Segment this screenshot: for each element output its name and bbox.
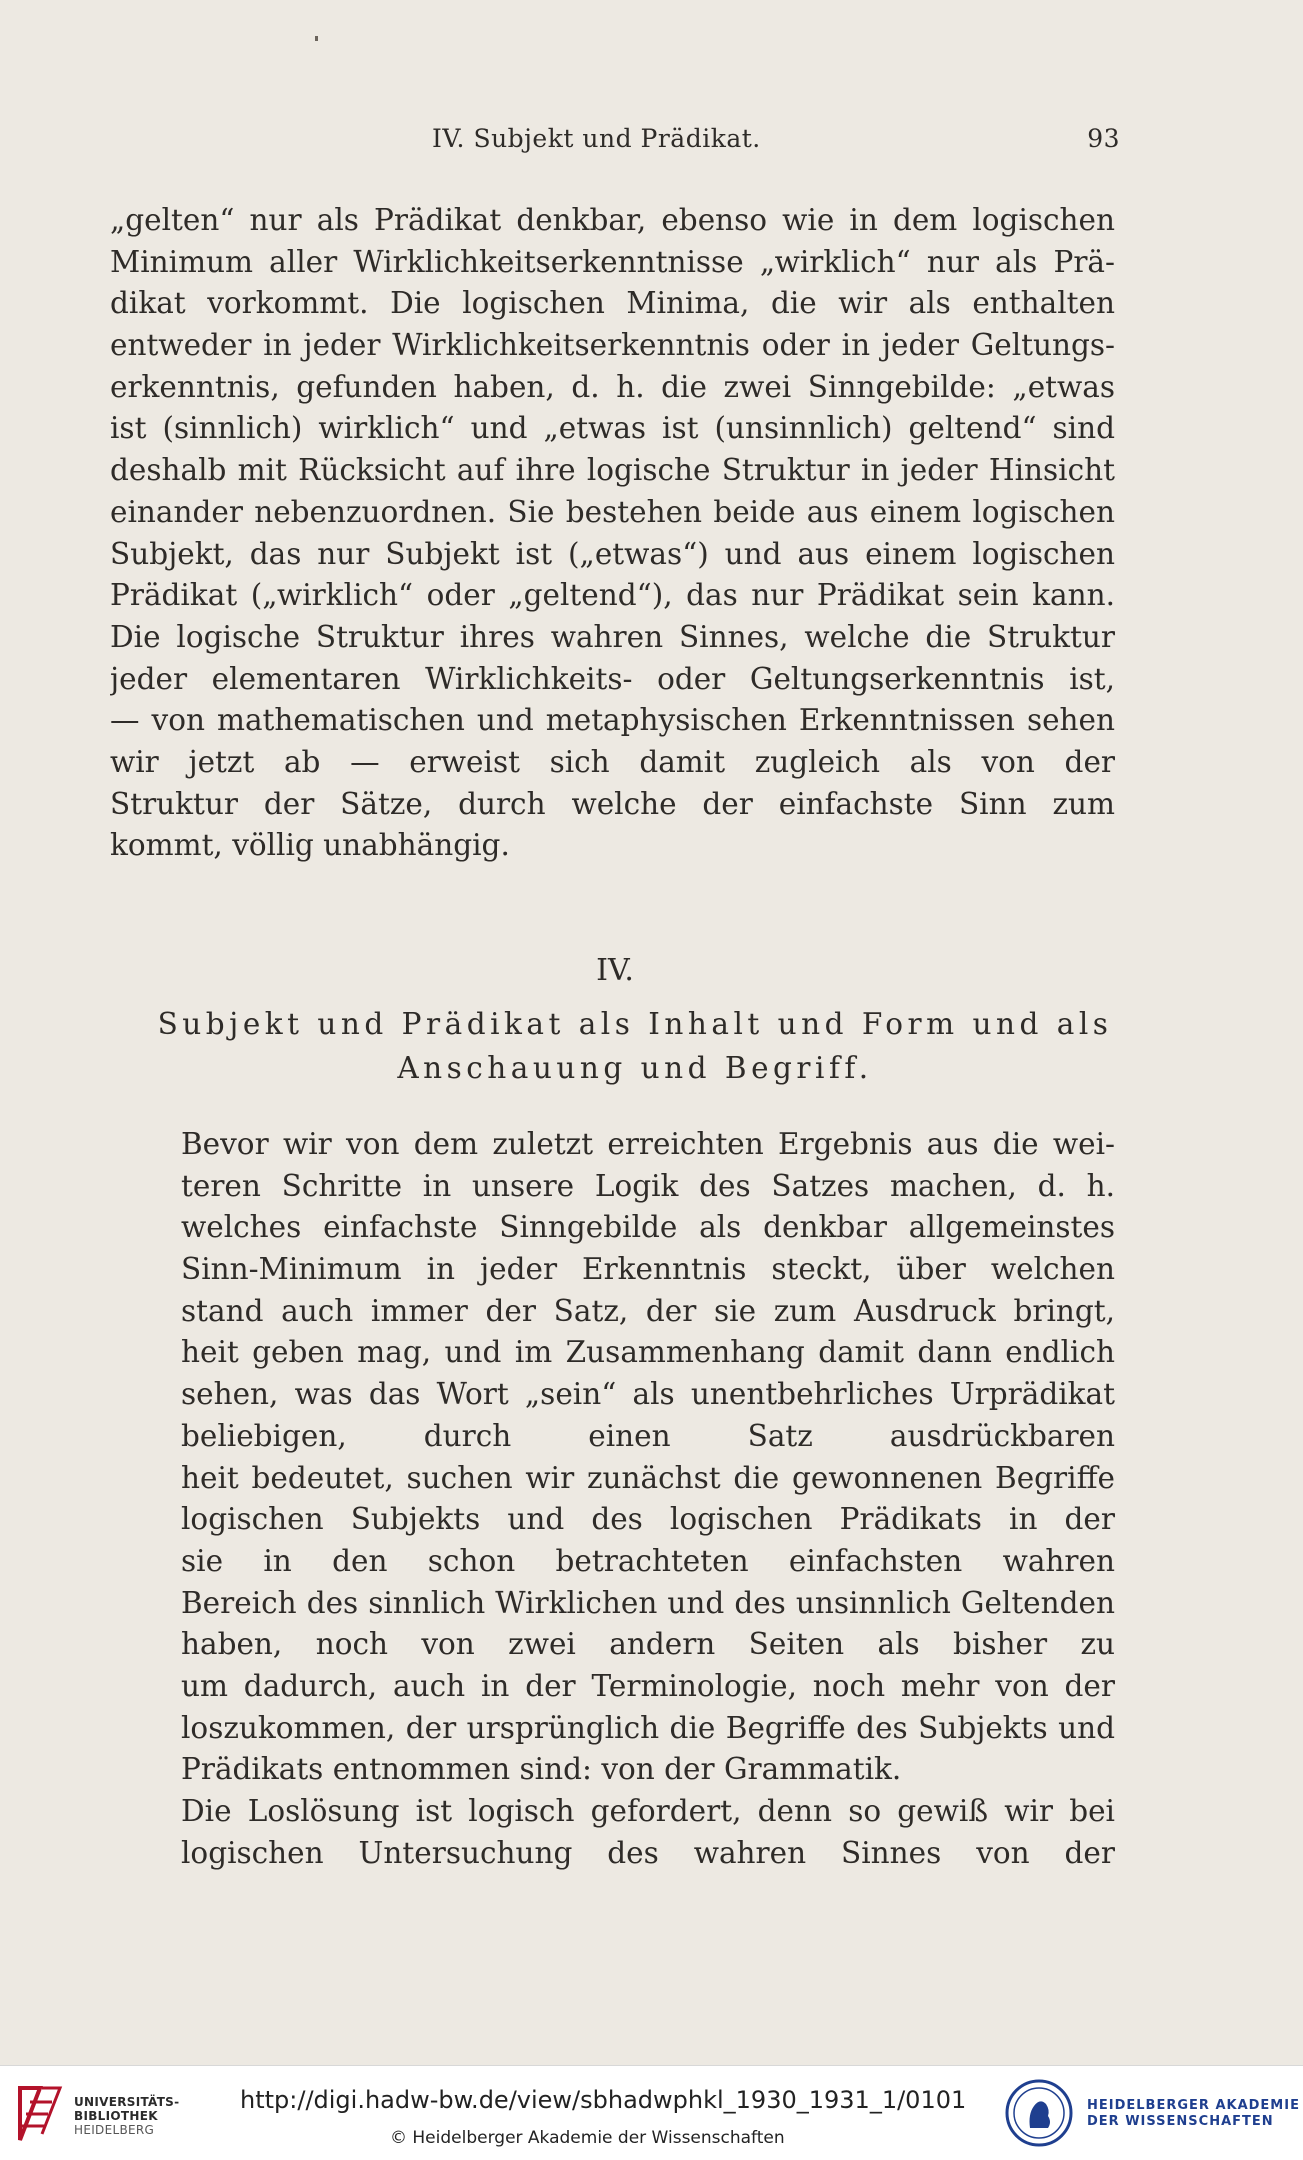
academy-seal-icon[interactable] [1004,2078,1074,2148]
paragraph [110,1791,1115,1874]
text-line: um dadurch, auch in der Terminologie, noch mehr von der [181,1668,1115,1703]
text-block-continued [110,200,1115,867]
university-library-name [74,2095,179,2137]
text-line: heit geben mag, und im Zusammenhang damit dann endlich [181,1335,1115,1370]
section-title [130,1002,1140,1090]
text-line: loszukommen, der ursprünglich die Begriffe des Subjekts und [181,1710,1115,1745]
page-number: 93 [1087,124,1120,153]
library-name-line: BIBLIOTHEK [74,2109,158,2123]
text-line-last: Prädikats entnommen sind: von der Grammatik. [181,1752,902,1787]
text-line: logischen Untersuchung des wahren Sinnes von der [181,1835,1115,1870]
text-block-section [110,1124,1115,1874]
text-line: haben, noch von zwei andern Seiten als bisher zu [181,1627,1115,1662]
text-line: Sinn-Minimum in jeder Erkenntnis steckt, über welchen [181,1252,1115,1287]
text-line: stand auch immer der Satz, der sie zum Ausdruck bringt, [181,1293,1115,1328]
text-line: Minimum aller Wirklichkeitserkenntnisse „wirklich“ nur als Prä- [110,244,1115,279]
text-line: wir jetzt ab — erweist sich damit zugleich als von der [110,744,1115,779]
text-line: — von mathematischen und metaphysischen Erkenntnissen sehen [110,703,1115,738]
text-line: Bereich des sinnlich Wirklichen und des unsinnlich Geltenden [181,1585,1115,1620]
university-library-logo[interactable] [12,2084,68,2144]
section-title-line: Subjekt und Prädikat als Inhalt und Form und als [157,1007,1113,1041]
text-line: Struktur der Sätze, durch welche der einfachste Sinn zum [110,786,1115,821]
text-line: sie in den schon betrachteten einfachsten wahren [181,1543,1115,1578]
text-line: „gelten“ nur als Prädikat denkbar, ebenso wie in dem logischen [110,203,1115,237]
speck-mark [315,36,318,41]
text-line: Bevor wir von dem zuletzt erreichten Ergebnis aus die wei- [181,1127,1115,1161]
paragraph-continued [110,200,1115,867]
text-line: deshalb mit Rücksicht auf ihre logische Struktur in jeder Hinsicht [110,453,1115,488]
academy-name-line: HEIDELBERGER AKADEMIE [1087,2098,1300,2113]
academy-name [1087,2098,1300,2130]
text-line: teren Schritte in unsere Logik des Satzes machen, d. h. [181,1168,1115,1203]
section-title-line: Anschauung und Begriff. [397,1051,873,1085]
copyright-notice: © Heidelberger Akademie der Wissenschaften [390,2128,785,2148]
text-line: Die Loslösung ist logisch gefordert, denn so gewiß wir bei [181,1794,1115,1828]
text-line: dikat vorkommt. Die logischen Minima, die wir als enthalten [110,286,1115,321]
text-line: erkenntnis, gefunden haben, d. h. die zwei Sinngebilde: „etwas [110,369,1115,404]
paragraph [110,1124,1115,1791]
text-line: einander nebenzuordnen. Sie bestehen beide aus einem logischen [110,494,1115,529]
running-head [110,124,1120,160]
text-line: ist (sinnlich) wirklich“ und „etwas ist (unsinnlich) geltend“ sind [110,411,1115,446]
text-line: heit bedeutet, suchen wir zunächst die gewonnenen Begriffe [181,1460,1115,1495]
academy-name-line: DER WISSENSCHAFTEN [1087,2114,1274,2129]
text-line: welches einfachste Sinngebilde als denkbar allgemeinstes [181,1210,1115,1245]
section-number: IV. [596,953,634,988]
viewer-footer [0,2065,1303,2160]
text-line-last: kommt, völlig unabhängig. [110,828,510,863]
text-line: Die logische Struktur ihres wahren Sinnes, welche die Struktur [110,619,1115,654]
permalink-url[interactable]: http://digi.hadw-bw.de/view/sbhadwphkl_1930_1931_1/0101 [240,2086,967,2114]
text-line: Subjekt, das nur Subjekt ist („etwas“) und aus einem logischen [110,536,1115,571]
text-line: jeder elementaren Wirklichkeits- oder Geltungserkenntnis ist, [110,661,1115,696]
text-line: beliebigen, durch einen Satz ausdrückbaren [181,1418,1115,1453]
library-name-line: HEIDELBERG [74,2123,155,2137]
library-name-line: UNIVERSITÄTS- [74,2095,180,2109]
text-line: logischen Subjekts und des logischen Prädikats in der [181,1502,1115,1537]
running-head-title: IV. Subjekt und Prädikat. [432,124,761,153]
text-line: Prädikat („wirklich“ oder „geltend“), das nur Prädikat sein kann. [110,578,1115,613]
text-line: sehen, was das Wort „sein“ als unentbehrliches Urprädikat [181,1377,1115,1412]
text-line: entweder in jeder Wirklichkeitserkenntnis oder in jeder Geltungs- [110,328,1115,363]
